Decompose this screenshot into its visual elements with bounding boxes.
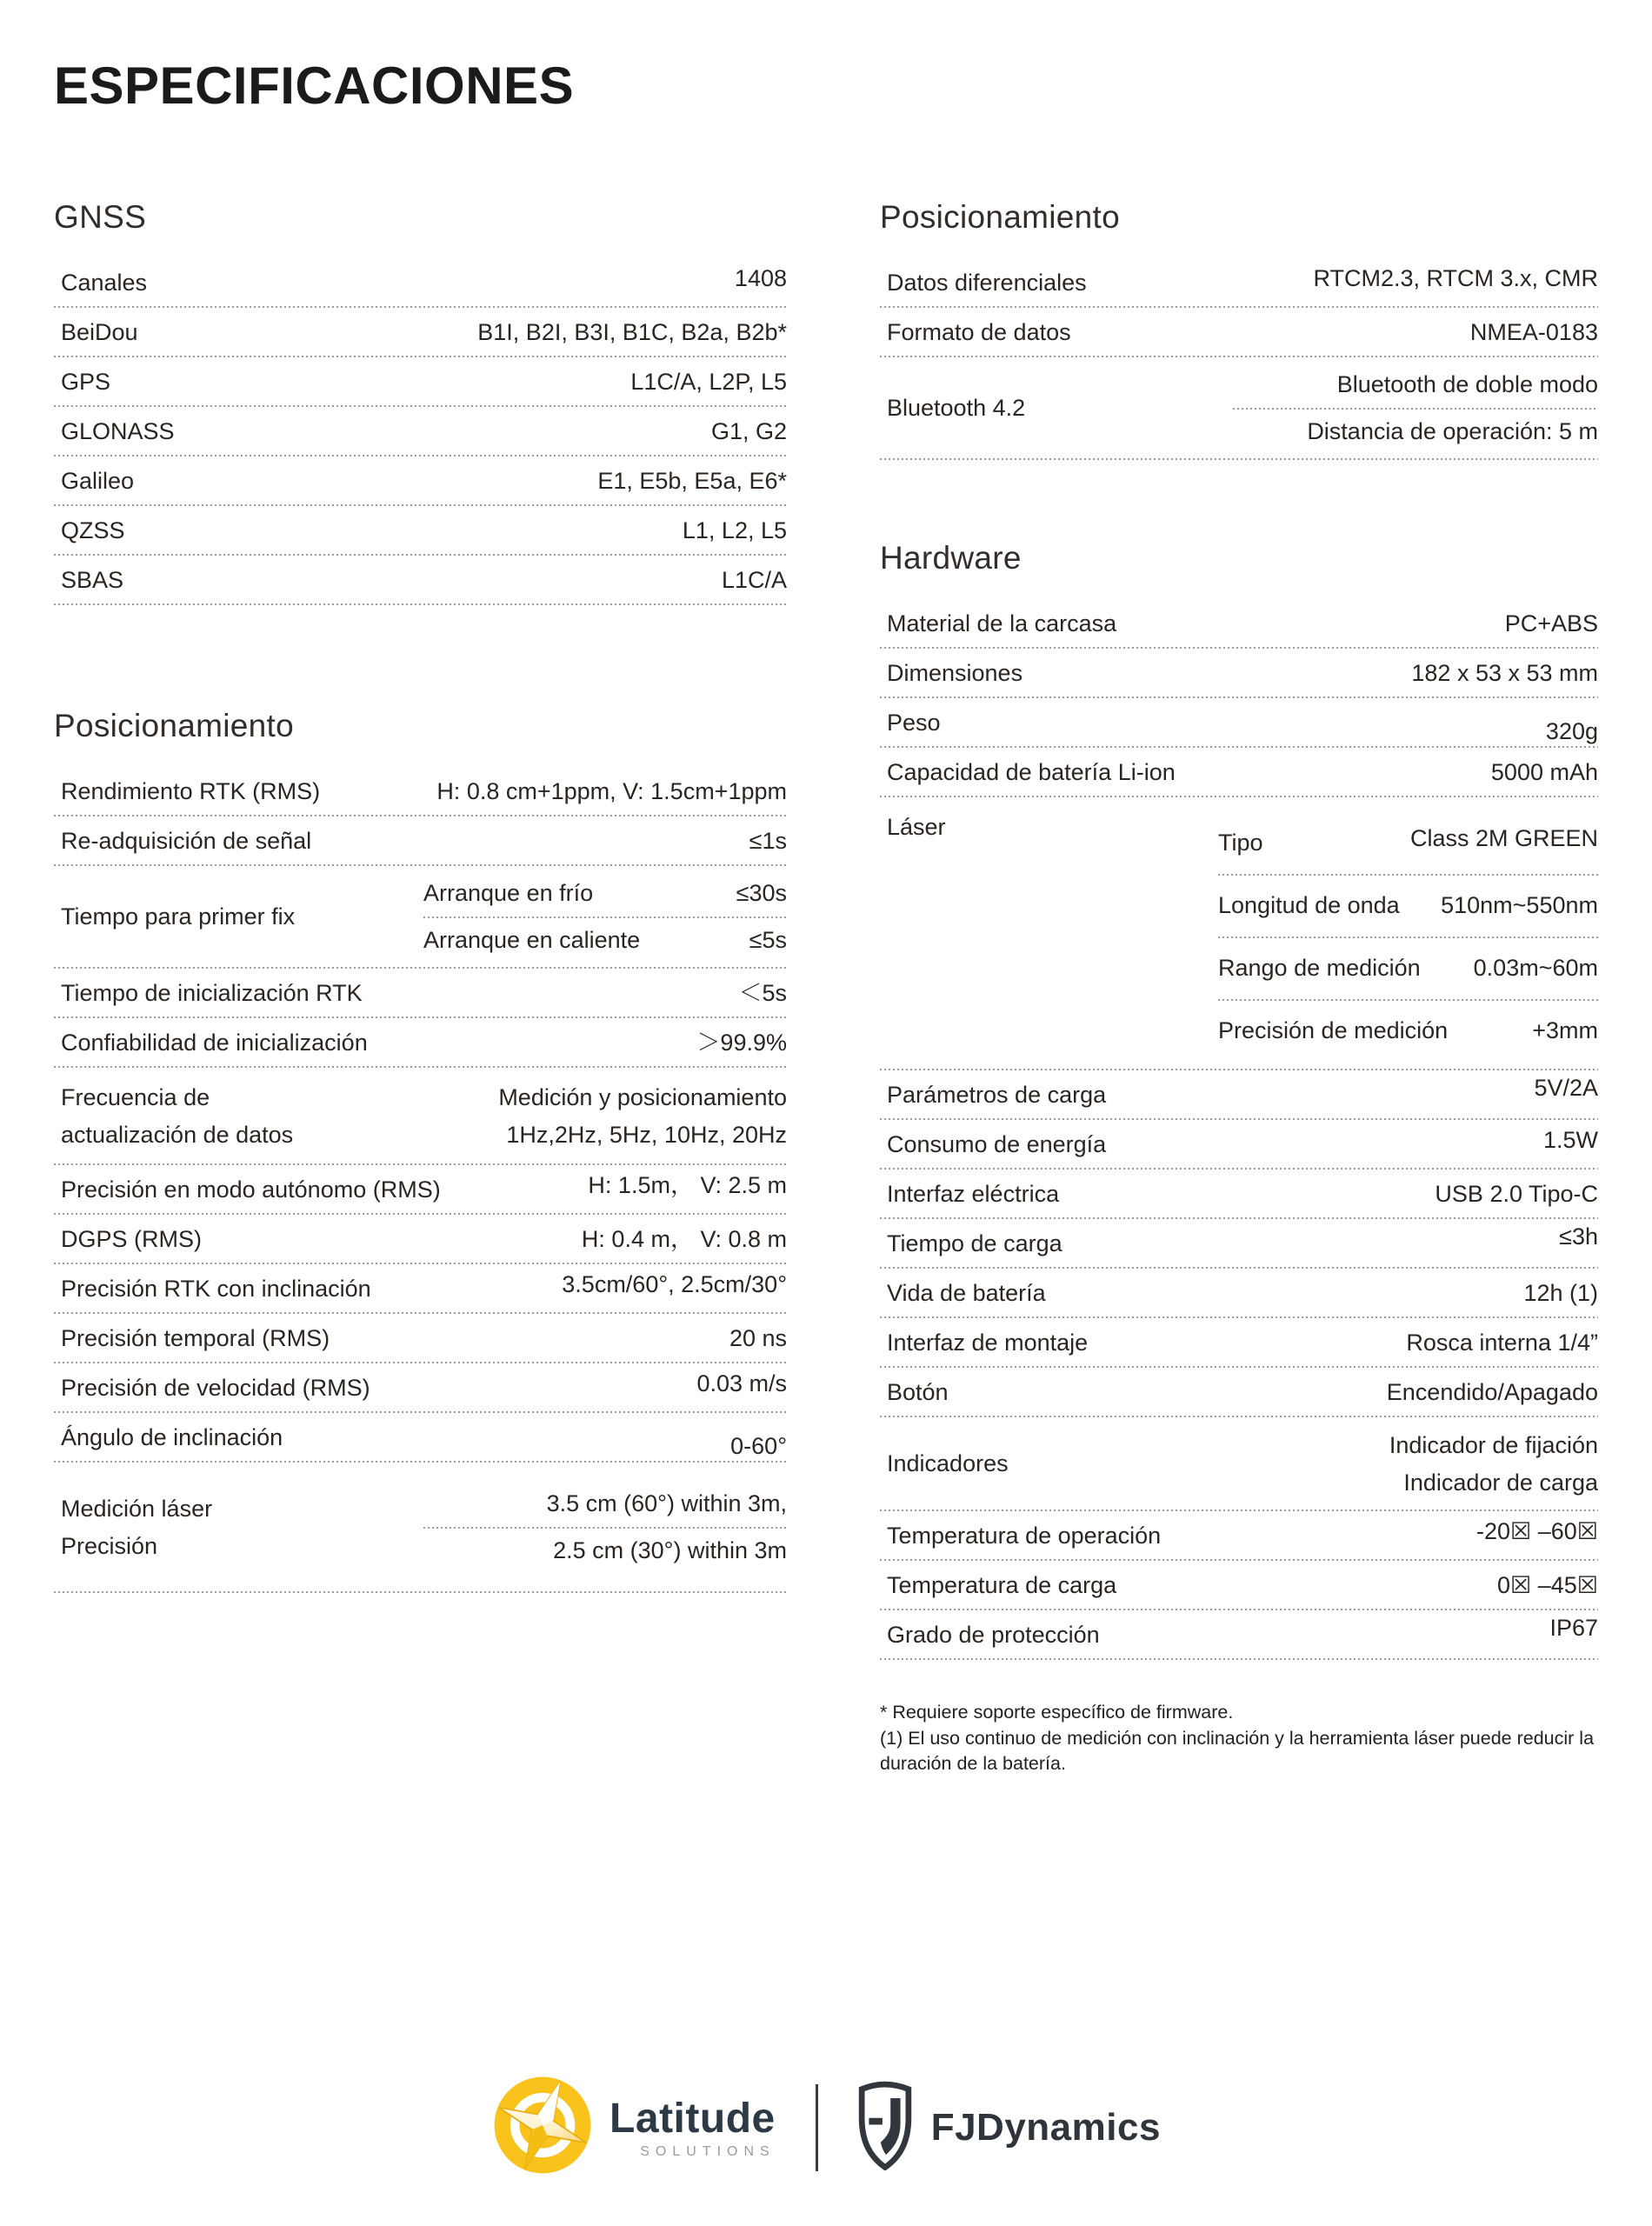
table-row-laser [880,797,1598,1070]
posicionamiento-right-heading: Posicionamiento [880,199,1120,235]
row-label: Precisión de velocidad (RMS) [61,1374,370,1401]
table-row-bluetooth [880,357,1598,460]
sub-row [423,1482,787,1527]
row-label: Interfaz eléctrica [887,1180,1060,1207]
row-value: 182 x 53 x 53 mm [1411,659,1598,686]
table-row [54,767,787,816]
row-value: H: 1.5m， V: 2.5 m [588,1171,787,1198]
row-value: Rosca interna 1/4” [1406,1329,1598,1356]
table-row [54,1413,787,1463]
table-row [880,258,1598,308]
sub-row [1218,813,1598,874]
table-row [54,357,787,407]
logo-separator [816,2084,818,2171]
row-value: -20☒ –60☒ [1476,1517,1598,1544]
row-label: QZSS [61,517,125,543]
row-label: BeiDou [61,318,138,345]
table-row [54,506,787,556]
row-value: L1, L2, L5 [682,517,787,543]
row-label: GLONASS [61,417,175,444]
latitude-wordmark [610,2095,776,2160]
row-label: Frecuencia de actualización de datos [61,1083,294,1148]
posicionamiento-right-table [880,258,1598,460]
row-value: Indicador de fijación Indicador de carga [1389,1431,1598,1496]
table-row-medicion-laser [54,1463,787,1593]
row-value: B1I, B2I, B3I, B1C, B2a, B2b* [477,318,787,345]
row-label: Temperatura de operación [887,1522,1162,1549]
sub-row [423,871,787,916]
table-row [54,1215,787,1264]
row-label: Precisión temporal (RMS) [61,1324,330,1351]
table-row [54,556,787,605]
row-label: Consumo de energía [887,1130,1107,1157]
footnote-asterisk: * Requiere soporte específico de firmware. [880,1702,1234,1723]
row-value: H: 0.8 cm+1ppm, V: 1.5cm+1ppm [436,777,787,804]
row-label: Ángulo de inclinación [61,1423,283,1450]
row-label: SBAS [61,566,124,593]
sub-row-value: ≤30s [736,880,787,907]
row-value: ＜5s [738,979,787,1006]
section-posicionamiento-left [54,708,787,1593]
table-row [54,407,787,457]
sub-row [423,918,787,963]
row-label: Medición láser Precisión [61,1495,213,1559]
row-value: IP67 [1549,1614,1598,1641]
sub-row [1218,1001,1598,1062]
row-label: Temperatura de carga [887,1571,1117,1598]
table-row-indicadores [880,1417,1598,1511]
row-label: Tiempo para primer fix [61,903,296,930]
sub-row [1233,410,1598,455]
sub-row-label: Arranque en caliente [423,927,641,954]
table-row [880,1561,1598,1610]
fjdynamics-name: FJDynamics [930,2105,1161,2149]
row-value: H: 0.4 m， V: 0.8 m [581,1225,787,1252]
row-value: 3.5cm/60°, 2.5cm/30° [562,1270,787,1297]
left-column [54,199,787,1593]
sub-row [423,1529,787,1574]
bluetooth-value-stack [1233,363,1598,455]
table-row [880,649,1598,698]
table-row [880,698,1598,748]
sub-row-label: Rango de medición [1218,955,1421,982]
row-value: 5000 mAh [1490,758,1598,785]
table-row [880,1070,1598,1120]
row-value: USB 2.0 Tipo-C [1435,1180,1598,1207]
section-posicionamiento-right [880,199,1598,460]
row-label: Indicadores [887,1450,1009,1477]
table-row [54,1363,787,1413]
table-row [880,1170,1598,1219]
table-row [54,1165,787,1215]
row-value: L1C/A, L2P, L5 [630,368,787,395]
row-value: RTCM2.3, RTCM 3.x, CMR [1313,264,1598,291]
table-row [880,1269,1598,1318]
row-value: G1, G2 [710,417,787,444]
right-column [880,199,1598,1777]
sub-row-value: 3.5 cm (60°) within 3m, [546,1490,787,1517]
row-label: Parámetros de carga [887,1081,1107,1108]
row-label: Láser [887,814,946,840]
row-label: Tiempo de inicialización RTK [61,979,363,1006]
row-label: Bluetooth 4.2 [887,395,1026,422]
sub-row-label: Tipo [1218,830,1263,856]
row-value: L1C/A [721,566,787,593]
latitude-logo [491,2074,776,2181]
row-value: 5V/2A [1534,1074,1598,1101]
row-value: 1408 [734,264,787,291]
row-label: Formato de datos [887,318,1071,345]
row-label: Material de la carcasa [887,610,1117,636]
row-value: E1, E5b, E5a, E6* [597,467,787,494]
row-value: ＞99.9% [696,1029,787,1056]
row-value: 12h (1) [1523,1279,1598,1306]
posicionamiento-left-table [54,767,787,1593]
row-label: Botón [887,1378,949,1405]
sub-row [1233,363,1598,408]
sub-row-value: Bluetooth de doble modo [1336,371,1598,398]
table-row [54,1314,787,1363]
footer-logos [0,2074,1652,2181]
latitude-subtitle: SOLUTIONS [640,2144,776,2159]
row-value: 20 ns [729,1324,787,1351]
row-label: Confiabilidad de inicialización [61,1029,368,1056]
table-row [880,1511,1598,1561]
row-label: Vida de batería [887,1279,1046,1306]
table-row [54,258,787,308]
row-label: Rendimiento RTK (RMS) [61,777,321,804]
table-row [54,308,787,357]
footnotes [880,1700,1645,1777]
table-row [880,308,1598,357]
row-label: Re-adquisición de señal [61,827,312,854]
latitude-name: Latitude [610,2096,776,2142]
hardware-heading: Hardware [880,540,1022,576]
table-row [54,1018,787,1068]
sub-row-label: Arranque en frío [423,880,594,907]
row-value: ≤1s [749,827,787,854]
sub-row-value: +3mm [1532,1017,1598,1044]
two-column-layout [54,199,1598,1777]
row-label: Datos diferenciales [887,269,1087,296]
fix-subtable [423,871,787,963]
row-value: 0☒ –45☒ [1497,1571,1598,1598]
latitude-compass-icon [491,2074,594,2181]
row-label: Galileo [61,467,135,494]
sub-row-value: 2.5 cm (30°) within 3m [553,1537,787,1564]
row-value: NMEA-0183 [1469,318,1598,345]
row-label: Interfaz de montaje [887,1329,1089,1356]
row-value: 1.5W [1542,1126,1598,1153]
sub-row-value: 0.03m~60m [1473,955,1598,982]
row-label: Peso [887,709,941,736]
section-gnss [54,199,787,605]
posicionamiento-left-heading: Posicionamiento [54,708,294,743]
table-row [54,816,787,866]
table-row [880,1610,1598,1660]
fjdynamics-shield-icon [858,2080,912,2175]
table-row [880,1120,1598,1170]
row-label: Tiempo de carga [887,1230,1062,1256]
sub-row-value: 510nm~550nm [1441,892,1598,919]
sub-row-value: ≤5s [749,927,787,954]
row-value: Encendido/Apagado [1386,1378,1598,1405]
gnss-table [54,258,787,605]
table-row-tiempo-fix [54,866,787,969]
table-row [54,969,787,1018]
page-title: ESPECIFICACIONES [54,57,575,115]
sub-row [1218,938,1598,999]
table-row [880,1318,1598,1368]
sub-row [1218,876,1598,936]
row-label: Dimensiones [887,659,1023,686]
table-row [880,1368,1598,1417]
row-value: Medición y posicionamiento 1Hz,2Hz, 5Hz, 10Hz, 20Hz [498,1083,787,1148]
row-label: Grado de protección [887,1621,1100,1648]
table-row [880,599,1598,649]
row-label: Capacidad de batería Li-ion [887,758,1176,785]
row-value: ≤3h [1559,1223,1598,1250]
footnote-1: (1) El uso continuo de medición con inclinación y la herramienta láser puede reducir la duración de la batería. [880,1727,1595,1775]
laser-subtable [1218,813,1598,1062]
sub-row-label: Precisión de medición [1218,1017,1449,1044]
sub-row-value: Class 2M GREEN [1409,825,1598,852]
row-label: Precisión RTK con inclinación [61,1275,371,1302]
row-value: PC+ABS [1504,610,1598,636]
table-row [880,1219,1598,1269]
laser-value-stack [423,1482,787,1574]
row-value: 0-60° [730,1432,787,1459]
row-label: GPS [61,368,111,395]
table-row [880,748,1598,797]
table-row-frecuencia [54,1068,787,1165]
sub-row-label: Longitud de onda [1218,892,1400,919]
gnss-heading: GNSS [54,199,147,235]
table-row [54,1264,787,1314]
hardware-table [880,599,1598,1660]
row-label: Canales [61,269,148,296]
row-label: DGPS (RMS) [61,1225,202,1252]
row-label: Precisión en modo autónomo (RMS) [61,1176,441,1203]
section-hardware [880,540,1598,1660]
row-value: 0.03 m/s [696,1370,787,1396]
sub-row-value: Distancia de operación: 5 m [1307,418,1598,445]
table-row [54,457,787,506]
fjdynamics-logo [858,2080,1161,2175]
row-value: 320g [1545,717,1598,744]
